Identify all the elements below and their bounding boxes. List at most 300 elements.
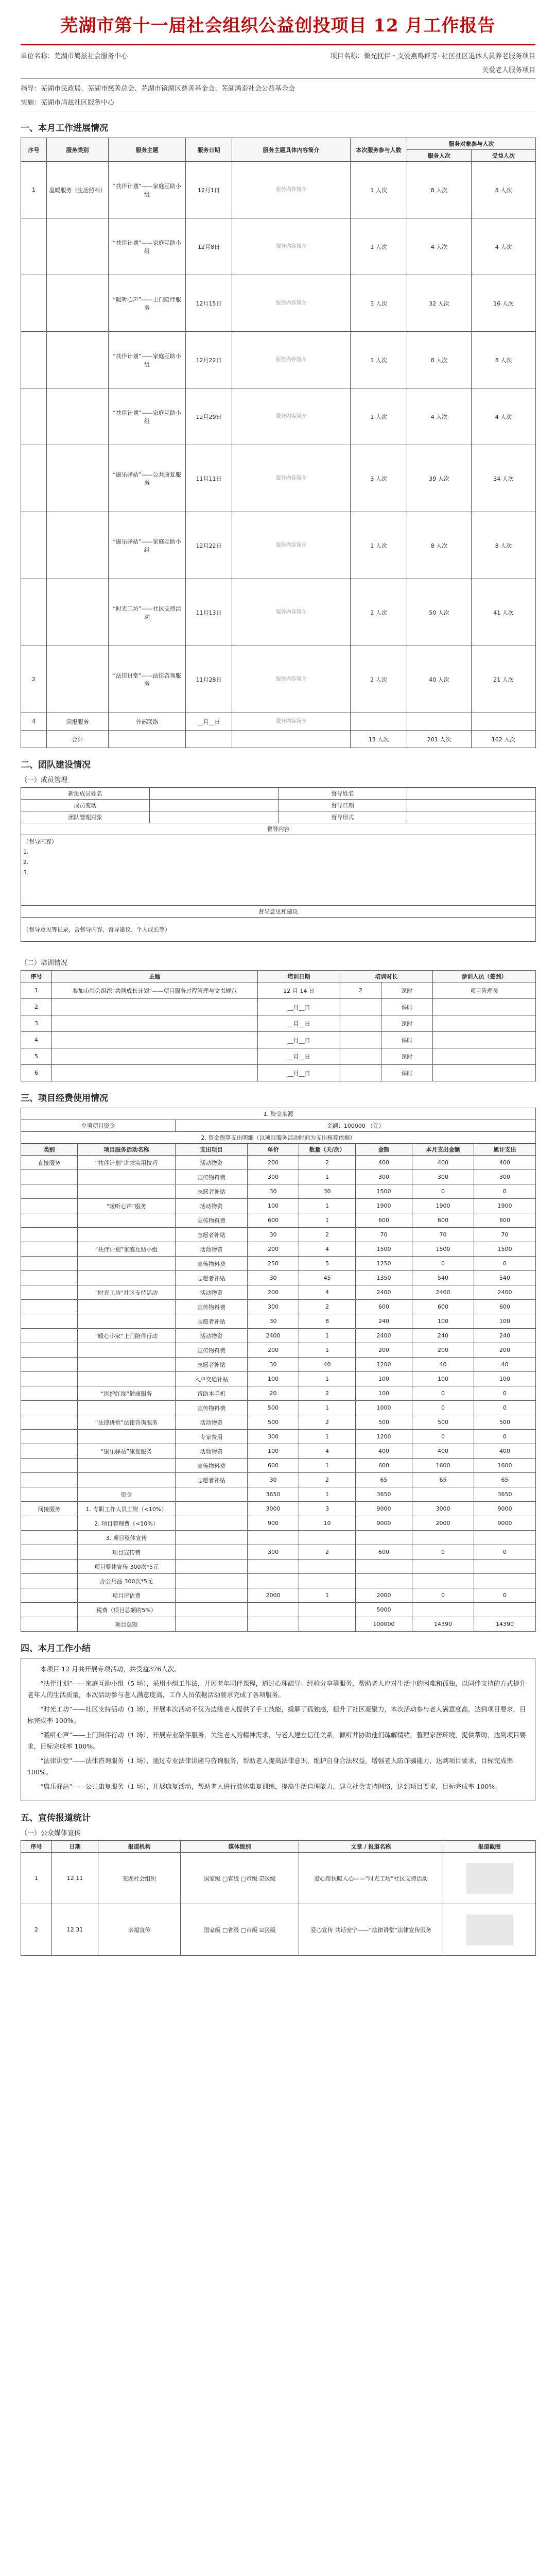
training-theme <box>52 999 258 1015</box>
training-hours <box>340 1015 381 1032</box>
budget-cell <box>21 1531 78 1545</box>
budget-cell <box>176 1588 248 1603</box>
budget-cell: 600 <box>356 1300 412 1314</box>
budget-row <box>21 1242 536 1257</box>
row-benefit: 41 人次 <box>472 579 536 646</box>
budget-cell: 直接服务 <box>21 1156 78 1170</box>
budget-cell: 10 <box>299 1516 356 1531</box>
budget-cell <box>21 1228 78 1242</box>
budget-cell: 9000 <box>474 1502 536 1516</box>
budget-col: 数量（天/次） <box>299 1144 356 1156</box>
budget-cell: 65 <box>474 1473 536 1487</box>
budget-cell <box>78 1257 176 1271</box>
row-no <box>21 275 47 332</box>
row-staff: 3 人次 <box>351 445 407 512</box>
media-col: 日期 <box>52 1841 98 1853</box>
media-col: 文章 / 报道名称 <box>299 1841 443 1853</box>
summary-para: “法律讲堂”——法律咨询服务（1 场），通过专业法律讲座与咨询服务，帮助老人提高法律意识，维护自身合法权益，增强老人防诈骗能力，达到项目要求，目标完成率 100%。 <box>27 1757 513 1776</box>
training-theme <box>52 1065 258 1081</box>
budget-cell: 帮助本手机 <box>176 1386 248 1401</box>
budget-cell <box>299 1574 356 1588</box>
budget-cell: 300 <box>248 1430 299 1444</box>
member-change-label: 成员变动 <box>21 800 150 811</box>
budget-cell <box>78 1401 176 1415</box>
row-no: 1 <box>21 162 47 218</box>
training-date: __月__日 <box>258 1015 340 1032</box>
col-no: 序号 <box>21 138 47 162</box>
budget-cell <box>21 1574 78 1588</box>
col-benefit-times: 受益人次 <box>472 150 536 162</box>
budget-cell <box>176 1560 248 1574</box>
budget-cell: 1 <box>299 1372 356 1386</box>
training-no: 4 <box>21 1032 52 1048</box>
budget-cell <box>78 1459 176 1473</box>
budget-cell: 0 <box>474 1588 536 1603</box>
screenshot-thumbnail <box>466 1863 513 1894</box>
row-desc-text: 服务内容简介 <box>275 542 307 548</box>
budget-cell: 2 <box>299 1415 356 1430</box>
budget-cell: 宣传物料费 <box>176 1401 248 1415</box>
row-date: 11月28日 <box>186 646 232 713</box>
section-3-heading: 三、项目经费使用情况 <box>21 1093 108 1104</box>
budget-cell <box>299 1617 356 1632</box>
budget-cell: 1 <box>299 1487 356 1502</box>
budget-cell <box>78 1358 176 1372</box>
budget-cell <box>474 1603 536 1617</box>
budget-cell <box>78 1343 176 1358</box>
budget-cell <box>176 1502 248 1516</box>
budget-cell: 1000 <box>356 1401 412 1415</box>
budget-cell: 100 <box>356 1386 412 1401</box>
budget-cell: 2000 <box>356 1588 412 1603</box>
budget-cell: 1500 <box>356 1242 412 1257</box>
progress-row <box>21 713 536 731</box>
row-theme: “扶伴计划”——家庭互助小组 <box>109 218 186 275</box>
budget-cell: 1250 <box>356 1257 412 1271</box>
progress-row <box>21 512 536 579</box>
training-no: 1 <box>21 982 52 999</box>
row-desc <box>232 275 351 332</box>
media-screenshot <box>443 1904 536 1956</box>
budget-cell <box>176 1603 248 1617</box>
budget-cell <box>21 1314 78 1329</box>
training-date: __月__日 <box>258 1065 340 1081</box>
row-desc <box>232 731 351 748</box>
budget-cell: 300 <box>248 1545 299 1560</box>
row-service: 8 人次 <box>407 162 472 218</box>
budget-cell: 300 <box>248 1300 299 1314</box>
row-staff: 13 人次 <box>351 731 407 748</box>
progress-row <box>21 275 536 332</box>
budget-row <box>21 1343 536 1358</box>
training-col-attendee: 参训人员（签到） <box>433 971 536 982</box>
training-hours <box>340 1048 381 1065</box>
budget-row <box>21 1156 536 1170</box>
budget-cell: 0 <box>412 1588 474 1603</box>
budget-cell: 100 <box>248 1199 299 1213</box>
row-service: 8 人次 <box>407 512 472 579</box>
row-category <box>47 512 109 579</box>
budget-cell: “扶伴计划”讲求实用技巧 <box>78 1156 176 1170</box>
training-col-date: 培训日期 <box>258 971 340 982</box>
media-title: 爱心帮扶暖人心——“时光工坊”社区支持活动 <box>299 1853 443 1904</box>
budget-cell: 2000 <box>412 1516 474 1531</box>
training-theme: 参加市社会组织“共同成长计划”——项目服务过程管理与文书规范 <box>52 982 258 999</box>
budget-cell <box>78 1184 176 1199</box>
budget-cell <box>474 1531 536 1545</box>
media-col: 媒体级别 <box>181 1841 299 1853</box>
budget-cell: 70 <box>356 1228 412 1242</box>
media-level: 国家级 □省级 □市级 ☑区级 <box>181 1904 299 1956</box>
budget-cell: 100 <box>474 1372 536 1386</box>
summary-para: “扶伴计划”——家庭互助小组（5 场），采用小组工作法，开展老年同伴课程，通过心理疏导、经验分享等服务，帮助老人应对生活中的困难和孤独，以同伴支持的方式提升老年人的生活质量，本次活动参与老人满意度高，工作人员依据活动要求完成了各项服务。 <box>27 1680 526 1699</box>
budget-cell: 5000 <box>356 1603 412 1617</box>
budget-cell: 100 <box>356 1372 412 1386</box>
budget-cell <box>21 1560 78 1574</box>
media-level: 国家级 □省级 □市级 ☑区级 <box>181 1853 299 1904</box>
budget-cell: 500 <box>356 1415 412 1430</box>
row-desc <box>232 388 351 445</box>
budget-cell <box>21 1545 78 1560</box>
training-attendee: 项目管理员 <box>433 982 536 999</box>
impl-line: 实施：芜湖市鸠兹社区服务中心 <box>21 99 115 107</box>
row-date: 12月15日 <box>186 275 232 332</box>
budget-cell <box>176 1487 248 1502</box>
budget-cell: 4 <box>299 1242 356 1257</box>
budget-cell: 志愿者补贴 <box>176 1473 248 1487</box>
budget-cell: 400 <box>474 1156 536 1170</box>
budget-cell: 600 <box>356 1459 412 1473</box>
supervision-content-title: 督导内容 <box>21 823 536 835</box>
budget-cell: 0 <box>412 1401 474 1415</box>
row-date: 12月22日 <box>186 512 232 579</box>
budget-cell <box>78 1271 176 1285</box>
row-staff: 2 人次 <box>351 646 407 713</box>
budget-cell <box>299 1560 356 1574</box>
col-staff: 本次服务参与人数 <box>351 138 407 162</box>
budget-cell: 20 <box>248 1386 299 1401</box>
budget-cell: 2 <box>299 1386 356 1401</box>
section-5-heading: 五、宣传报道统计 <box>21 1813 91 1823</box>
row-desc <box>232 713 351 731</box>
training-row <box>21 999 536 1015</box>
budget-cell: 0 <box>474 1386 536 1401</box>
budget-row <box>21 1588 536 1603</box>
budget-cell: 2400 <box>474 1285 536 1300</box>
budget-cell: 1600 <box>474 1459 536 1473</box>
row-staff: 1 人次 <box>351 218 407 275</box>
budget-cell: 活动物资 <box>176 1415 248 1430</box>
row-desc-text: 服务内容简介 <box>275 609 307 615</box>
budget-cell: 1350 <box>356 1271 412 1285</box>
row-theme: 外部联络 <box>109 713 186 731</box>
media-no: 1 <box>21 1853 52 1904</box>
row-benefit: 162 人次 <box>472 731 536 748</box>
training-date: __月__日 <box>258 1032 340 1048</box>
budget-cell <box>356 1560 412 1574</box>
budget-row <box>21 1386 536 1401</box>
budget-cell: 40 <box>299 1358 356 1372</box>
supervision-item: （督导内容） <box>23 838 57 845</box>
budget-row <box>21 1574 536 1588</box>
row-category: 合计 <box>47 731 109 748</box>
supervisor-label: 督导姓名 <box>279 788 407 800</box>
row-desc-text: 服务内容简介 <box>275 187 307 193</box>
training-attendee <box>433 999 536 1015</box>
budget-cell: 600 <box>248 1459 299 1473</box>
progress-row <box>21 218 536 275</box>
budget-row <box>21 1300 536 1314</box>
budget-row <box>21 1314 536 1329</box>
budget-cell: 3650 <box>356 1487 412 1502</box>
row-theme: “康乐驿站”——公共康复服务 <box>109 445 186 512</box>
budget-cell <box>21 1444 78 1459</box>
budget-cell: “时光工坊”社区支持活动 <box>78 1285 176 1300</box>
row-theme: “暖听心声”——上门陪伴服务 <box>109 275 186 332</box>
budget-row <box>21 1257 536 1271</box>
row-theme: “法律讲堂”——法律咨询服务 <box>109 646 186 713</box>
media-table <box>21 1840 536 1956</box>
training-row <box>21 1015 536 1032</box>
budget-cell <box>21 1372 78 1386</box>
training-theme <box>52 1032 258 1048</box>
budget-cell: 项目整体宣传 300次*5元 <box>78 1560 176 1574</box>
budget-cell: 资金 <box>78 1487 176 1502</box>
budget-cell: 宣传物料费 <box>176 1257 248 1271</box>
budget-cell <box>248 1560 299 1574</box>
row-category <box>47 646 109 713</box>
row-benefit: 8 人次 <box>472 332 536 388</box>
row-staff: 3 人次 <box>351 275 407 332</box>
budget-row <box>21 1184 536 1199</box>
budget-row <box>21 1545 536 1560</box>
budget-col: 单价 <box>248 1144 299 1156</box>
training-attendee <box>433 1015 536 1032</box>
training-attendee <box>433 1048 536 1065</box>
supervision-advice-text: （督导意见等记录，含督导内容、督导建议、个人成长等） <box>21 918 536 942</box>
training-date: 12 月 14 日 <box>258 982 340 999</box>
budget-cell <box>176 1617 248 1632</box>
budget-cell <box>21 1603 78 1617</box>
budget-row <box>21 1603 536 1617</box>
budget-cell: 240 <box>356 1314 412 1329</box>
budget-cell: 200 <box>356 1343 412 1358</box>
budget-cell: 300 <box>356 1170 412 1184</box>
budget-cell <box>176 1516 248 1531</box>
budget-cell <box>248 1603 299 1617</box>
budget-cell <box>21 1415 78 1430</box>
row-desc-text: 服务内容简介 <box>275 718 307 724</box>
budget-cell: 志愿者补贴 <box>176 1314 248 1329</box>
training-heading: （二）培训情况 <box>21 959 68 967</box>
budget-row <box>21 1228 536 1242</box>
row-staff: 1 人次 <box>351 332 407 388</box>
budget-cell: 2000 <box>248 1588 299 1603</box>
media-col: 序号 <box>21 1841 52 1853</box>
col-date: 服务日期 <box>186 138 232 162</box>
training-unit: 课时 <box>381 999 433 1015</box>
budget-cell: 活动物资 <box>176 1444 248 1459</box>
row-benefit: 8 人次 <box>472 512 536 579</box>
row-service: 4 人次 <box>407 218 472 275</box>
budget-cell: 500 <box>248 1401 299 1415</box>
budget-cell: 40 <box>412 1358 474 1372</box>
budget-cell: 600 <box>412 1213 474 1228</box>
training-unit: 课时 <box>381 1048 433 1065</box>
guide-line: 指导：芜湖市民政局、芜湖市慈善总会、芜湖市镜湖区慈善基金会、芜湖鸿泰社会公益基金会 <box>21 85 296 93</box>
budget-cell <box>21 1473 78 1487</box>
supervision-item: 2. <box>23 859 29 866</box>
progress-row <box>21 731 536 748</box>
budget-cell: 1900 <box>412 1199 474 1213</box>
row-theme: “时光工坊”——社区支持活动 <box>109 579 186 646</box>
row-date <box>186 731 232 748</box>
budget-cell <box>412 1574 474 1588</box>
row-desc-text: 服务内容简介 <box>275 243 307 249</box>
budget-cell: 540 <box>412 1271 474 1285</box>
row-date: 11月11日 <box>186 445 232 512</box>
budget-cell: 30 <box>248 1358 299 1372</box>
budget-cell: 活动物资 <box>176 1329 248 1343</box>
budget-cell: 500 <box>412 1415 474 1430</box>
media-date: 12.31 <box>52 1904 98 1956</box>
budget-cell <box>21 1329 78 1343</box>
row-no <box>21 332 47 388</box>
budget-cell: 志愿者补贴 <box>176 1271 248 1285</box>
budget-cell: 200 <box>474 1343 536 1358</box>
budget-cell <box>248 1531 299 1545</box>
member-mgmt-heading: （一）成员管理 <box>21 776 68 784</box>
budget-cell <box>21 1285 78 1300</box>
budget-cell: “暖心小家”上门陪伴行动 <box>78 1329 176 1343</box>
budget-cell: 2400 <box>412 1285 474 1300</box>
budget-cell: 40 <box>474 1358 536 1372</box>
budget-cell: 2 <box>299 1300 356 1314</box>
budget-cell <box>78 1430 176 1444</box>
budget-cell <box>21 1257 78 1271</box>
progress-row <box>21 388 536 445</box>
budget-cell: 65 <box>356 1473 412 1487</box>
budget-cell: 1 <box>299 1199 356 1213</box>
media-header-row <box>21 1841 536 1853</box>
supervision-item: 3. <box>23 869 29 876</box>
budget-cell: 1 <box>299 1170 356 1184</box>
col-cat: 服务类别 <box>47 138 109 162</box>
training-no: 3 <box>21 1015 52 1032</box>
unit-name: 单位名称：芜湖市鸠兹社会服务中心 <box>21 53 128 60</box>
budget-cell: 200 <box>248 1242 299 1257</box>
budget-cell <box>21 1386 78 1401</box>
training-hours: 2 <box>340 982 381 999</box>
budget-row <box>21 1170 536 1184</box>
budget-cell: 600 <box>412 1300 474 1314</box>
budget-cell: 9000 <box>356 1516 412 1531</box>
budget-cell: 400 <box>356 1156 412 1170</box>
budget-row <box>21 1531 536 1545</box>
budget-cell: 3 <box>299 1502 356 1516</box>
summary-para: “暖听心声”——上门陪伴行动（1 场），开展专业陪伴服务，关注老人的精神需求，与老人建立信任关系，倾听并协助他们疏解情绪，整理家居环境，提供帮助，达到项目要求，目标完成率 100%。 <box>27 1731 526 1750</box>
row-staff: 1 人次 <box>351 512 407 579</box>
media-no: 2 <box>21 1904 52 1956</box>
budget-cell: 8 <box>299 1314 356 1329</box>
budget-cell: “康乐驿站”康复服务 <box>78 1444 176 1459</box>
training-col-no: 序号 <box>21 971 52 982</box>
budget-cell <box>21 1617 78 1632</box>
media-date: 12.11 <box>52 1853 98 1904</box>
media-col: 报道机构 <box>98 1841 181 1853</box>
budget-cell: 2400 <box>356 1329 412 1343</box>
budget-cell: 400 <box>412 1156 474 1170</box>
training-row <box>21 982 536 999</box>
budget-cell: 1 <box>299 1588 356 1603</box>
media-screenshot <box>443 1853 536 1904</box>
budget-cell: 600 <box>474 1300 536 1314</box>
row-category <box>47 579 109 646</box>
budget-row <box>21 1329 536 1343</box>
row-desc <box>232 445 351 512</box>
budget-cell: 宣传物料费 <box>176 1170 248 1184</box>
funds-value: 金额：100000 （元） <box>176 1120 536 1132</box>
budget-cell <box>21 1516 78 1531</box>
budget-cell <box>21 1271 78 1285</box>
budget-row <box>21 1459 536 1473</box>
team-object-label: 团队管理对象 <box>21 811 150 823</box>
budget-cell: 400 <box>412 1444 474 1459</box>
member-row <box>21 800 536 811</box>
row-category <box>47 445 109 512</box>
budget-cell <box>21 1401 78 1415</box>
budget-cell <box>356 1574 412 1588</box>
row-staff <box>351 713 407 731</box>
budget-cell: 100000 <box>356 1617 412 1632</box>
budget-cell: 办公用品 300次*5元 <box>78 1574 176 1588</box>
budget-cell: 1 <box>299 1343 356 1358</box>
row-category <box>47 275 109 332</box>
row-benefit: 4 人次 <box>472 388 536 445</box>
budget-table <box>21 1108 536 1632</box>
col-service-times: 服务人次 <box>407 150 472 162</box>
row-desc-text: 服务内容简介 <box>275 357 307 363</box>
budget-cell <box>299 1531 356 1545</box>
training-no: 6 <box>21 1065 52 1081</box>
budget-cell: 2. 项目管理费（<10%） <box>78 1516 176 1531</box>
budget-cell: 240 <box>474 1329 536 1343</box>
budget-cell <box>21 1300 78 1314</box>
budget-cell: 1200 <box>356 1358 412 1372</box>
row-no <box>21 218 47 275</box>
budget-row <box>21 1372 536 1386</box>
row-benefit: 8 人次 <box>472 162 536 218</box>
budget-cell: 税费（项目总额的5%） <box>78 1603 176 1617</box>
budget-cell: 400 <box>474 1444 536 1459</box>
row-theme: “扶伴计划”——家庭互助小组 <box>109 162 186 218</box>
budget-cell <box>21 1588 78 1603</box>
budget-cell: 9000 <box>356 1502 412 1516</box>
budget-cell: 2400 <box>248 1329 299 1343</box>
budget-cell: 1500 <box>412 1242 474 1257</box>
budget-cell <box>299 1603 356 1617</box>
budget-cell: 1200 <box>356 1430 412 1444</box>
budget-cell: 30 <box>248 1184 299 1199</box>
row-no <box>21 445 47 512</box>
budget-col: 累计支出 <box>474 1144 536 1156</box>
budget-cell: 志愿者补贴 <box>176 1184 248 1199</box>
budget-cell: 专家费用 <box>176 1430 248 1444</box>
title-rule <box>21 44 535 45</box>
row-desc-text: 服务内容简介 <box>275 413 307 419</box>
row-date: 11月13日 <box>186 579 232 646</box>
budget-col: 项目服务活动名称 <box>78 1144 176 1156</box>
